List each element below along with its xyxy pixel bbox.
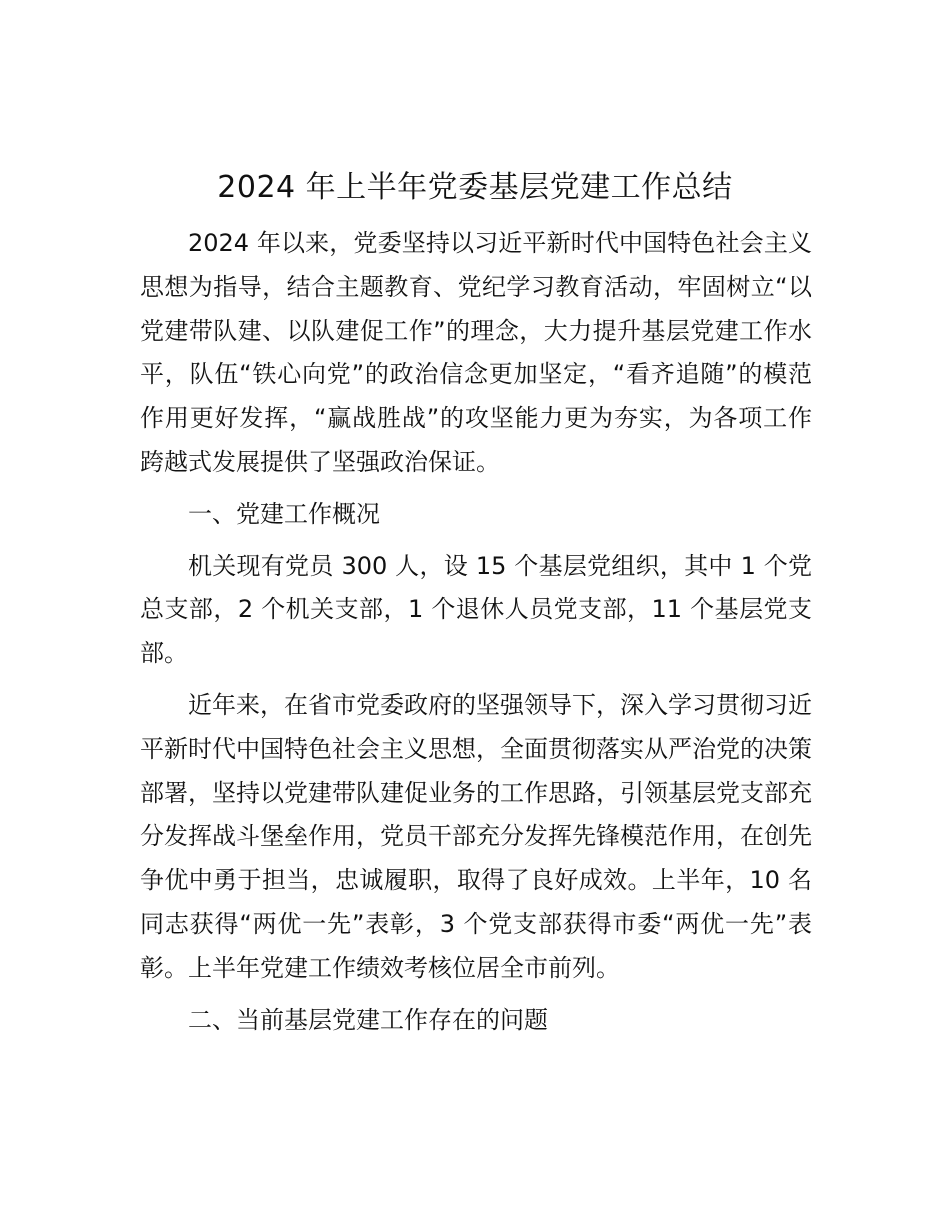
overview-paragraph-members: 机关现有党员 300 人，设 15 个基层党组织，其中 1 个党总支部，2 个机关支部，1 个退休人员党支部，11 个基层党支部。 [140, 551, 812, 668]
section-heading-problems: 二、当前基层党建工作存在的问题 [188, 1005, 548, 1034]
overview-paragraph-achievements: 近年来，在省市党委政府的坚强领导下，深入学习贯彻习近平新时代中国特色社会主义思想，全面贯彻落实从严治党的决策部署，坚持以党建带队建促业务的工作思路，引领基层党支部充分发挥战斗堡垒作用，党员干部充分发挥先锋模范作用，在创先争优中勇于担当，忠诚履职，取得了良好成效。上半年，10 名同志获得“两优一先”表彰，3 个党支部获得市委“两优一先”表彰。上半年党建工作绩效考核位居全市前列。 [140, 690, 812, 982]
intro-paragraph: 2024 年以来，党委坚持以习近平新时代中国特色社会主义思想为指导，结合主题教育、党纪学习教育活动，牢固树立“以党建带队建、以队建促工作”的理念，大力提升基层党建工作水平，队伍“铁心向党”的政治信念更加坚定，“看齐追随”的模范作用更好发挥，“赢战胜战”的攻坚能力更为夯实，为各项工作跨越式发展提供了坚强政治保证。 [140, 229, 812, 476]
document-title: 2024 年上半年党委基层党建工作总结 [217, 170, 733, 205]
section-heading-overview: 一、党建工作概况 [188, 499, 380, 528]
document-body [140, 222, 812, 1042]
